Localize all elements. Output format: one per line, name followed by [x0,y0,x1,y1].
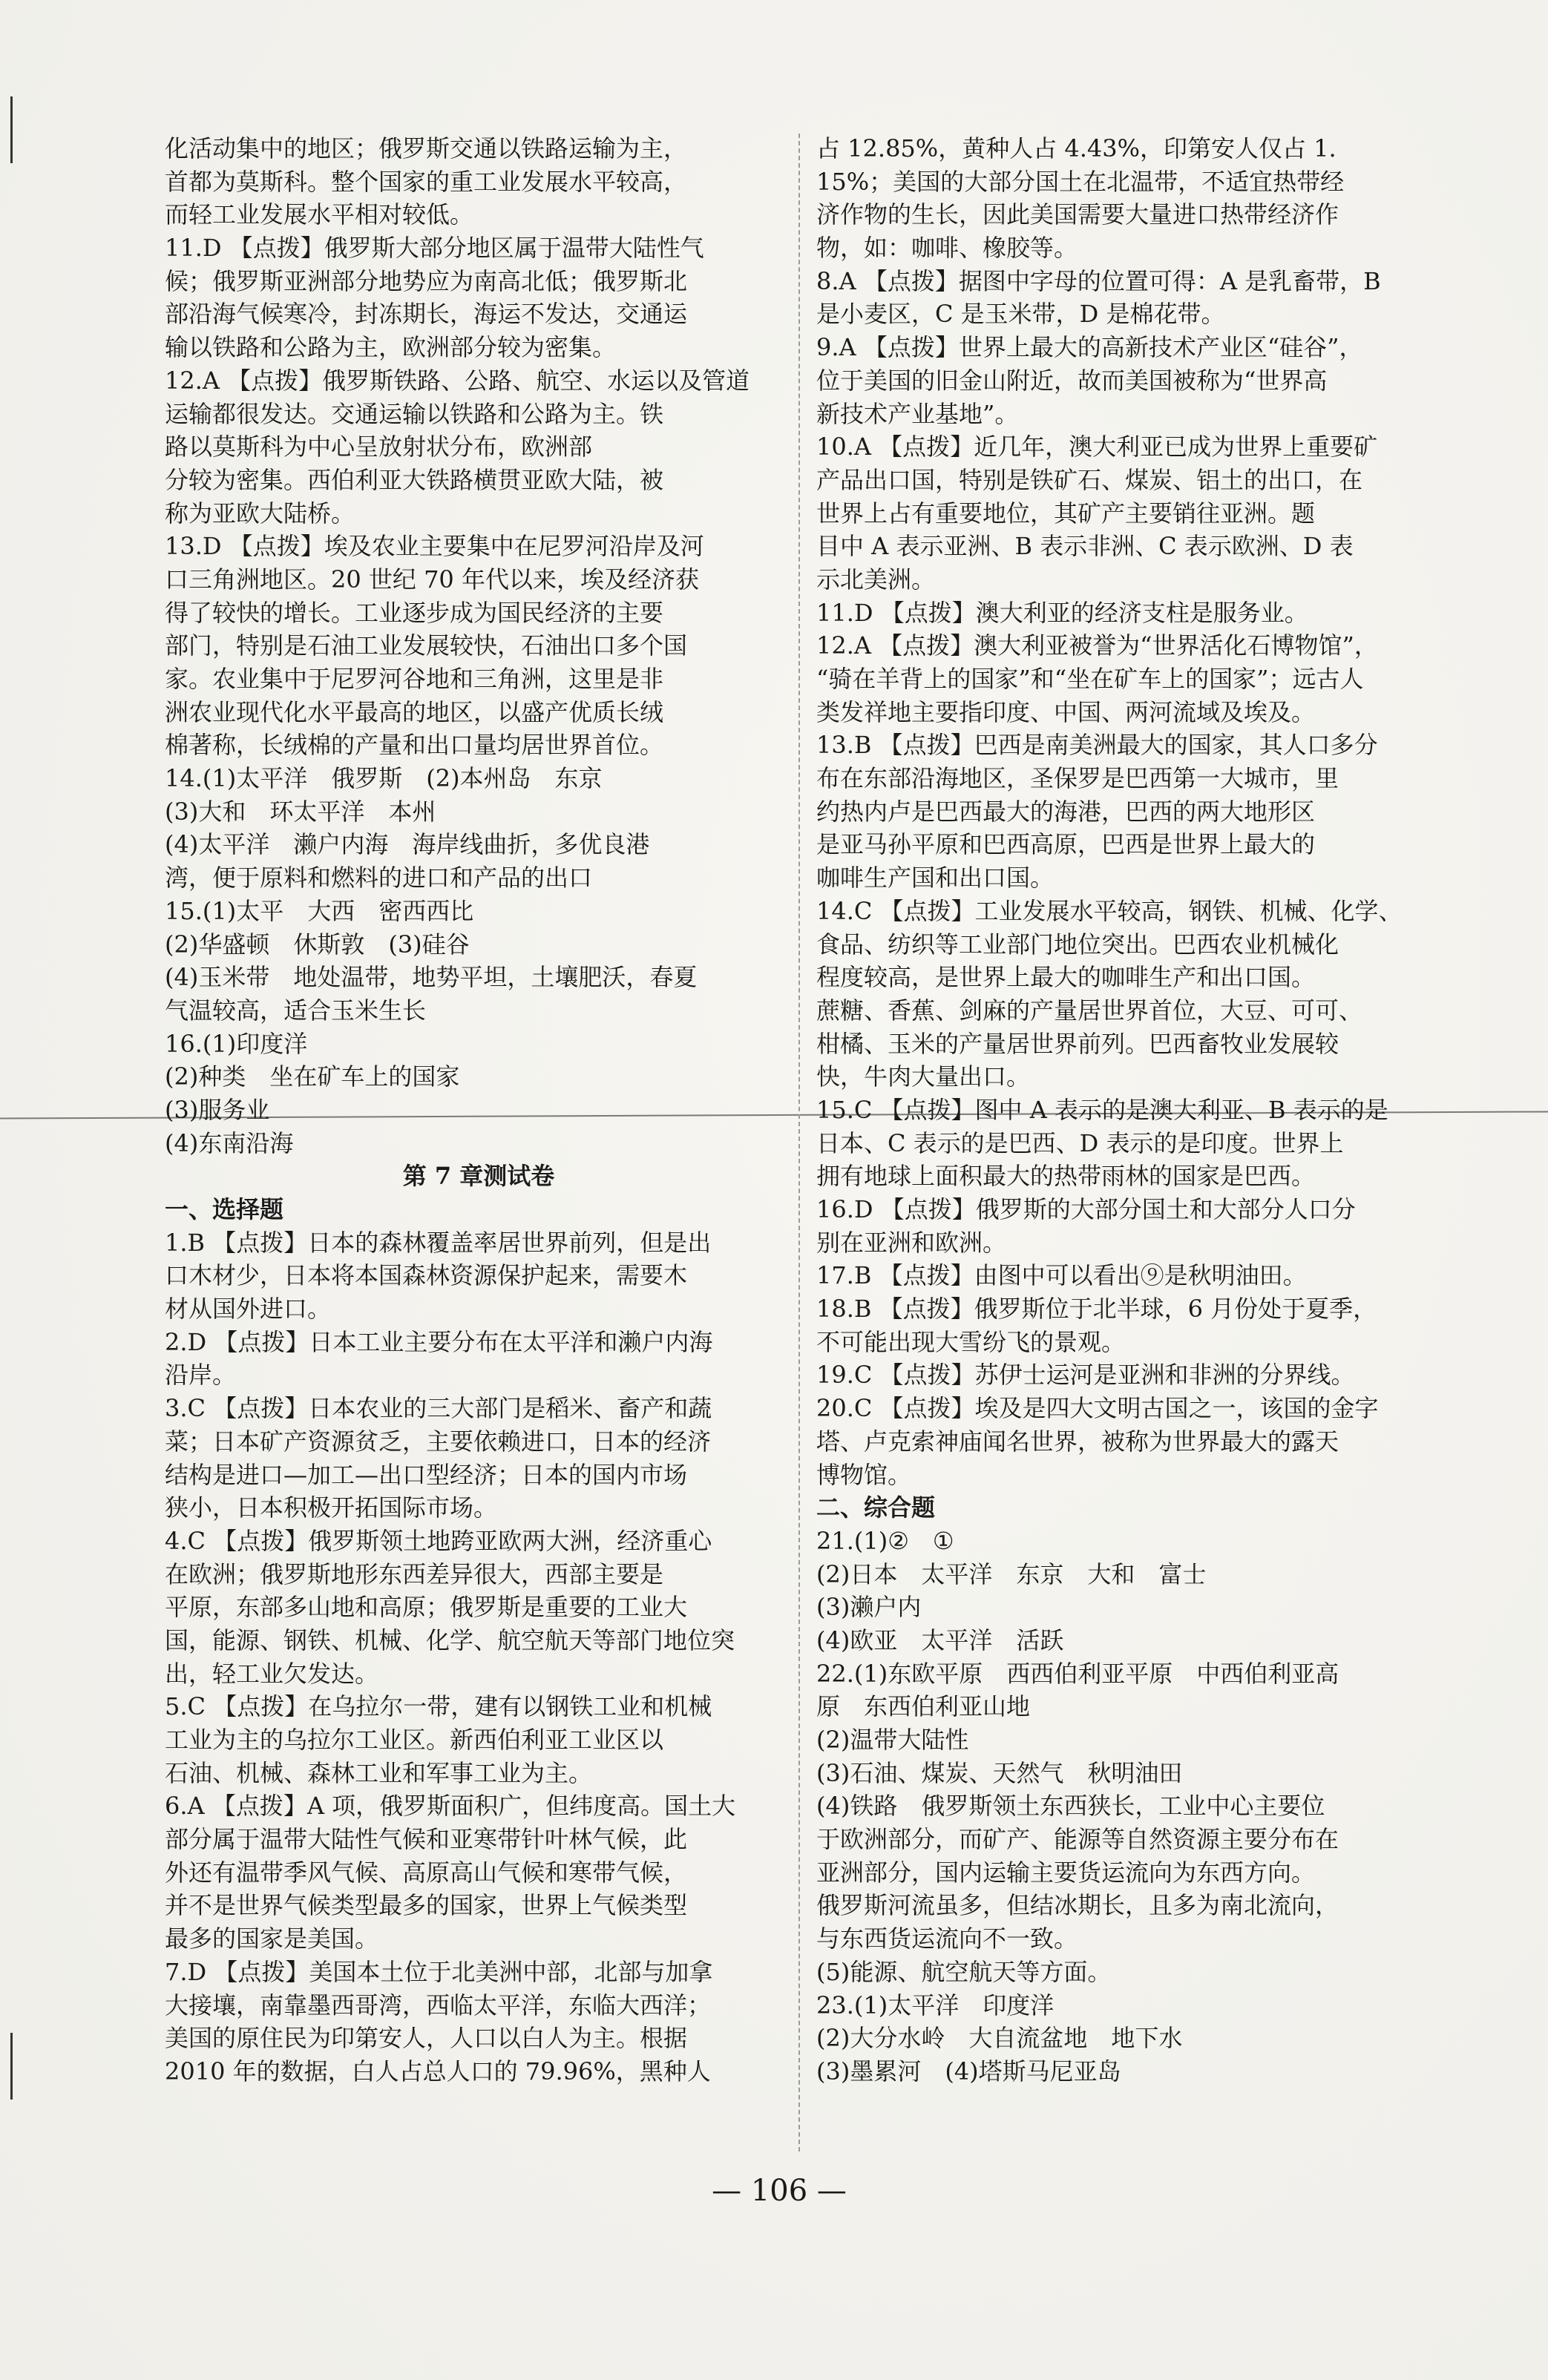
answer-line: (4)玉米带 地处温带，地势平坦，土壤肥沃，春夏 [165,963,698,992]
answer-line: 部沿海气候寒冷，封冻期长，海运不发达，交通运 [165,300,688,329]
answer-line: 8.A 【点拨】据图中字母的位置可得：A 是乳畜带，B [816,266,1381,295]
answer-line: 12.A 【点拨】澳大利亚被誉为“世界活化石博物馆”， [816,631,1378,660]
answer-line: 气温较高，适合玉米生长 [165,996,427,1025]
answer-line: 蔗糖、香蕉、剑麻的产量居世界首位，大豆、可可、 [816,996,1363,1025]
answer-line: (4)东南沿海 [165,1128,294,1157]
answer-line: 世界上占有重要地位，其矿产主要销往亚洲。题 [816,499,1316,527]
answer-line: 13.D 【点拨】埃及农业主要集中在尼罗河沿岸及河 [165,532,704,561]
answer-line: 俄罗斯河流虽多，但结冰期长，且多为南北流向， [816,1891,1339,1920]
answer-line: 狭小，日本积极开拓国际市场。 [165,1493,498,1522]
answer-line: 亚洲部分，国内运输主要货运流向为东西方向。 [816,1858,1316,1887]
answer-line: 博物馆。 [816,1460,912,1489]
answer-line: 是亚马孙平原和巴西高原，巴西是世界上最大的 [816,830,1316,859]
answer-line: 2.D 【点拨】日本工业主要分布在太平洋和濑户内海 [165,1327,713,1356]
section-heading: 二、综合题 [816,1493,936,1522]
answer-line: (2)大分水岭 大自流盆地 地下水 [816,2024,1183,2053]
answer-line: 出，轻工业欠发达。 [165,1659,379,1688]
answer-line: 16.D 【点拨】俄罗斯的大部分国土和大部分人口分 [816,1195,1356,1223]
answer-line: 17.B 【点拨】由图中可以看出⑨是秋明油田。 [816,1261,1307,1290]
answer-line: 输以铁路和公路为主，欧洲部分较为密集。 [165,333,617,362]
section-heading: 一、选择题 [165,1195,284,1223]
answer-line: 分较为密集。西伯利亚大铁路横贯亚欧大陆，被 [165,465,664,494]
answer-line: (4)太平洋 濑户内海 海岸线曲折，多优良港 [165,830,650,859]
answer-line: 美国的原住民为印第安人，人口以白人为主。根据 [165,2024,688,2053]
answer-line: 济作物的生长，因此美国需要大量进口热带经济作 [816,200,1339,229]
answer-line: 物，如：咖啡、橡胶等。 [816,234,1078,263]
column-divider [798,134,800,2151]
answer-line: (2)种类 坐在矿车上的国家 [165,1062,460,1091]
answer-line: 别在亚洲和欧洲。 [816,1228,1007,1257]
answer-line: (2)华盛顿 休斯敦 (3)硅谷 [165,930,470,959]
answer-line: 15.(1)太平 大西 密西西比 [165,896,474,925]
answer-line: 口木材少，日本将本国森林资源保护起来，需要木 [165,1261,688,1290]
answer-line: 快，牛肉大量出口。 [816,1062,1031,1091]
answer-line: 外还有温带季风气候、高原高山气候和寒带气候， [165,1858,688,1887]
answer-line: 14.C 【点拨】工业发展水平较高，钢铁、机械、化学、 [816,896,1403,925]
answer-line: 16.(1)印度洋 [165,1029,308,1058]
answer-line: 原 东西伯利亚山地 [816,1692,1031,1721]
answer-line: (3)墨累河 (4)塔斯马尼亚岛 [816,2057,1121,2085]
answer-line: 6.A 【点拨】A 项，俄罗斯面积广，但纬度高。国土大 [165,1792,736,1821]
answer-line: 位于美国的旧金山附近，故而美国被称为“世界高 [816,366,1328,395]
answer-line: 工业为主的乌拉尔工业区。新西伯利亚工业区以 [165,1726,664,1754]
answer-line: (5)能源、航空航天等方面。 [816,1957,1112,1986]
answer-line: 结构是进口—加工—出口型经济；日本的国内市场 [165,1460,688,1489]
answer-line: 20.C 【点拨】埃及是四大文明古国之一，该国的金字 [816,1394,1379,1423]
answer-line: “骑在羊背上的国家”和“坐在矿车上的国家”；远古人 [816,665,1364,693]
answer-line: 日本、C 表示的是巴西、D 表示的是印度。世界上 [816,1128,1344,1157]
answer-line: 运输都很发达。交通运输以铁路和公路为主。铁 [165,399,664,428]
answer-line: 10.A 【点拨】近几年，澳大利亚已成为世界上重要矿 [816,433,1378,461]
answer-line: 材从国外进口。 [165,1295,332,1324]
answer-line: 目中 A 表示亚洲、B 表示非洲、C 表示欧洲、D 表 [816,532,1354,561]
answer-line: 国，能源、钢铁、机械、化学、航空航天等部门地位突 [165,1625,735,1654]
answer-line: 是小麦区，C 是玉米带，D 是棉花带。 [816,300,1225,329]
left-column [165,132,793,2088]
answer-line: 12.A 【点拨】俄罗斯铁路、公路、航空、水运以及管道 [165,366,750,395]
answer-line: 18.B 【点拨】俄罗斯位于北半球，6 月份处于夏季， [816,1295,1377,1324]
answer-line: 7.D 【点拨】美国本土位于北美洲中部，北部与加拿 [165,1957,713,1986]
answer-line: 布在东部沿海地区，圣保罗是巴西第一大城市，里 [816,764,1339,793]
answer-line: 产品出口国，特别是铁矿石、煤炭、铝土的出口，在 [816,465,1363,494]
answer-line: 拥有地球上面积最大的热带雨林的国家是巴西。 [816,1162,1316,1191]
answer-line: (3)服务业 [165,1095,270,1124]
answer-line: 23.(1)太平洋 印度洋 [816,1991,1055,2019]
answer-line: 与东西货运流向不一致。 [816,1924,1078,1953]
answer-line: 1.B 【点拨】日本的森林覆盖率居世界前列，但是出 [165,1228,712,1257]
right-column [816,132,1444,2088]
answer-line: 棉著称，长绒棉的产量和出口量均居世界首位。 [165,731,664,760]
answer-line: (4)欧亚 太平洋 活跃 [816,1625,1064,1654]
answer-line: 得了较快的增长。工业逐步成为国民经济的主要 [165,598,664,627]
answer-line: 化活动集中的地区；俄罗斯交通以铁路运输为主， [165,134,688,162]
answer-line: 不可能出现大雪纷飞的景观。 [816,1327,1126,1356]
answer-line: 称为亚欧大陆桥。 [165,499,355,527]
answer-line: (3)濑户内 [816,1593,922,1622]
answer-line: 约热内卢是巴西最大的海港，巴西的两大地形区 [816,797,1316,826]
answer-line: 口三角洲地区。20 世纪 70 年代以来，埃及经济获 [165,565,699,594]
answer-line: 首都为莫斯科。整个国家的重工业发展水平较高， [165,167,688,196]
answer-line: 部分属于温带大陆性气候和亚寒带针叶林气候，此 [165,1825,688,1854]
answer-line: 2010 年的数据，白人占总人口的 79.96%，黑种人 [165,2057,711,2085]
answer-line: 候；俄罗斯亚洲部分地势应为南高北低；俄罗斯北 [165,266,688,295]
answer-line: (2)温带大陆性 [816,1726,969,1754]
answer-line: 程度较高，是世界上最大的咖啡生产和出口国。 [816,963,1316,992]
answer-line: 9.A 【点拨】世界上最大的高新技术产业区“硅谷”， [816,333,1363,362]
answer-line: 11.D 【点拨】俄罗斯大部分地区属于温带大陆性气 [165,234,704,263]
answer-line: 大接壤，南靠墨西哥湾，西临太平洋，东临大西洋； [165,1991,712,2019]
answer-line: 咖啡生产国和出口国。 [816,864,1055,892]
answer-line: (2)日本 太平洋 东京 大和 富士 [816,1559,1207,1588]
answer-line: (4)铁路 俄罗斯领土东西狭长，工业中心主要位 [816,1792,1325,1821]
answer-line: 家。农业集中于尼罗河谷地和三角洲，这里是非 [165,665,664,693]
answer-line: 5.C 【点拨】在乌拉尔一带，建有以钢铁工业和机械 [165,1692,712,1721]
answer-line: 21.(1)② ① [816,1526,954,1555]
answer-line: 新技术产业基地”。 [816,399,1019,428]
answer-line: 食品、纺织等工业部门地位突出。巴西农业机械化 [816,930,1339,959]
answer-line: 14.(1)太平洋 俄罗斯 (2)本州岛 东京 [165,764,603,793]
answer-line: 4.C 【点拨】俄罗斯领土地跨亚欧两大洲，经济重心 [165,1526,712,1555]
answer-line: 15%；美国的大部分国土在北温带，不适宜热带经 [816,167,1345,196]
answer-line: 平原，东部多山地和高原；俄罗斯是重要的工业大 [165,1593,688,1622]
scan-edge-mark [10,2033,13,2100]
answer-line: 13.B 【点拨】巴西是南美洲最大的国家，其人口多分 [816,731,1378,760]
answer-line: 沿岸。 [165,1361,237,1390]
answer-line: 部门，特别是石油工业发展较快，石油出口多个国 [165,631,688,660]
answer-line: 在欧洲；俄罗斯地形东西差异很大，西部主要是 [165,1559,664,1588]
answer-line: 11.D 【点拨】澳大利亚的经济支柱是服务业。 [816,598,1308,627]
answer-line: 柑橘、玉米的产量居世界前列。巴西畜牧业发展较 [816,1029,1339,1058]
answer-line: 3.C 【点拨】日本农业的三大部门是稻米、畜产和蔬 [165,1394,712,1423]
answer-line: 洲农业现代化水平最高的地区，以盛产优质长绒 [165,697,664,726]
scan-edge-mark [10,96,13,163]
answer-line: 类发祥地主要指印度、中国、两河流域及埃及。 [816,697,1316,726]
answer-line: 菜；日本矿产资源贫乏，主要依赖进口，日本的经济 [165,1427,712,1456]
answer-line: 19.C 【点拨】苏伊士运河是亚洲和非洲的分界线。 [816,1361,1355,1390]
answer-line: (3)石油、煤炭、天然气 秋明油田 [816,1758,1183,1787]
answer-line: 占 12.85%，黄种人占 4.43%，印第安人仅占 1. [816,134,1337,162]
answer-line: 塔、卢克索神庙闻名世界，被称为世界最大的露天 [816,1427,1339,1456]
answer-line: 于欧洲部分，而矿产、能源等自然资源主要分布在 [816,1825,1339,1854]
answer-line: (3)大和 环太平洋 本州 [165,797,436,826]
answer-line: 22.(1)东欧平原 西西伯利亚平原 中西伯利亚高 [816,1659,1339,1688]
answer-line: 示北美洲。 [816,565,936,594]
answer-line: 并不是世界气候类型最多的国家，世界上气候类型 [165,1891,688,1920]
chapter-heading: 第 7 章测试卷 [402,1162,555,1191]
answer-line: 湾，便于原料和燃料的进口和产品的出口 [165,864,593,892]
page-number: — 106 — [712,2174,847,2208]
answer-line: 最多的国家是美国。 [165,1924,379,1953]
answer-line: 石油、机械、森林工业和军事工业为主。 [165,1758,593,1787]
answer-line: 路以莫斯科为中心呈放射状分布，欧洲部 [165,433,593,461]
answer-line: 而轻工业发展水平相对较低。 [165,200,474,229]
answer-line: 15.C 【点拨】图中 A 表示的是澳大利亚、B 表示的是 [816,1095,1388,1124]
